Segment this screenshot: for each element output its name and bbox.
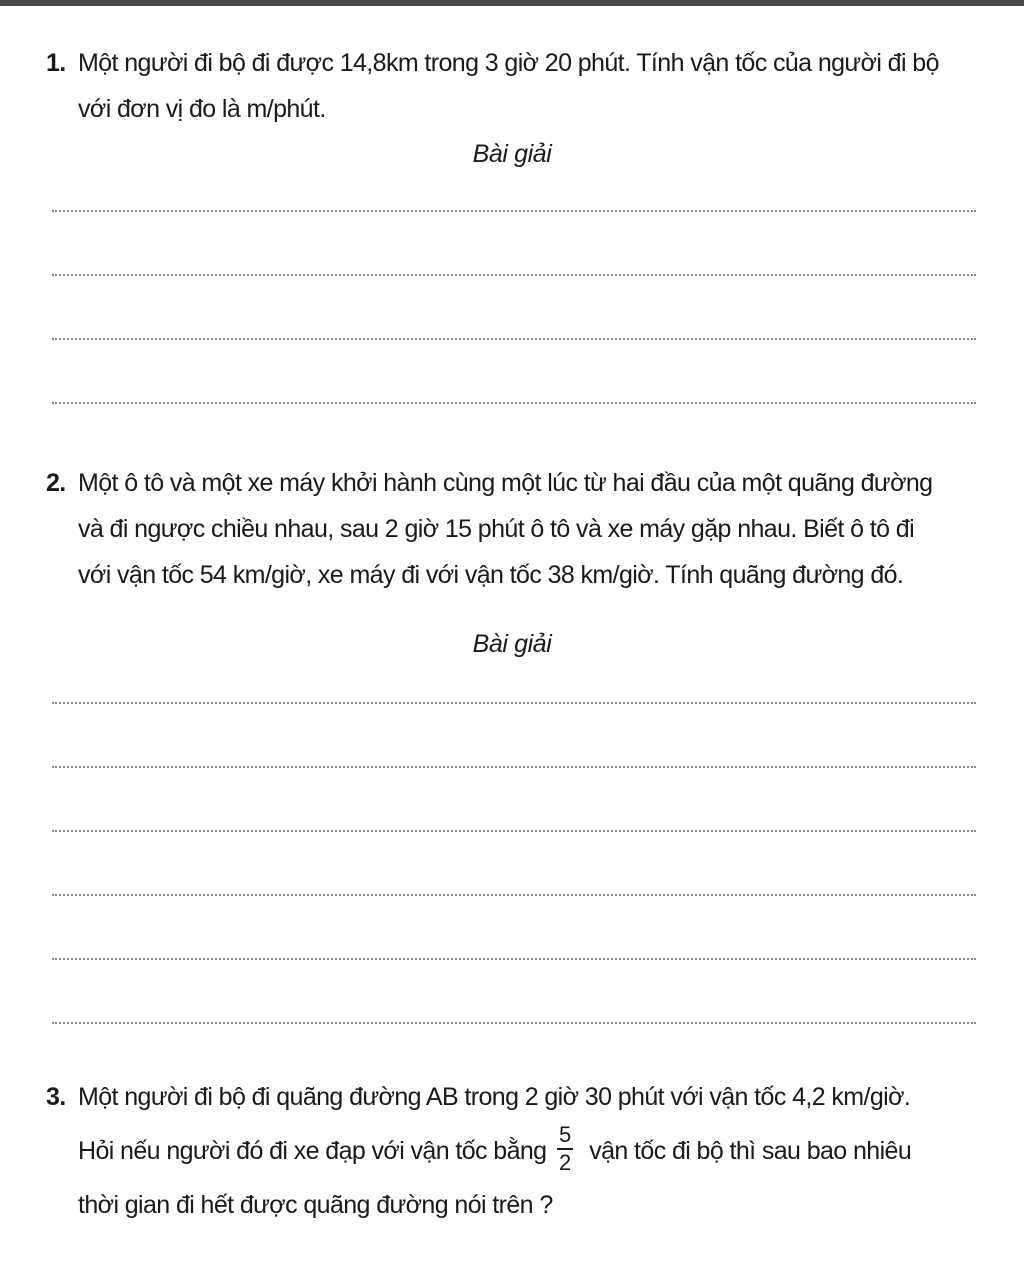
answer-line [52,830,976,832]
problem-text-line: với đơn vị đo là m/phút. [78,95,326,123]
problem-text-line: Một người đi bộ đi quãng đường AB trong 2 giờ 30 phút với vận tốc 4,2 km/giờ. [78,1083,911,1111]
fraction-denominator: 2 [559,1150,571,1176]
problem-number: 3. [46,1083,66,1111]
answer-line [52,958,976,960]
answer-line [52,1022,976,1024]
problem-text-segment: vận tốc đi bộ thì sau bao nhiêu [589,1137,912,1165]
problem-3 [46,1074,986,1228]
solution-label: Bài giải [472,140,552,168]
answer-line [52,402,976,404]
problem-text-line: Một người đi bộ đi được 14,8km trong 3 giờ 20 phút. Tính vận tốc của người đi bộ [78,49,939,77]
problem-text-line: Một ô tô và một xe máy khởi hành cùng một lúc từ hai đầu của một quãng đường [78,469,933,497]
problem-2 [46,460,986,598]
answer-line [52,338,976,340]
problem-number: 2. [46,469,66,497]
answer-line [52,894,976,896]
solution-label: Bài giải [472,630,552,658]
problem-text-segment: Hỏi nếu người đó đi xe đạp với vận tốc bằng [78,1137,547,1165]
answer-line [52,702,976,704]
answer-line [52,210,976,212]
problem-number: 1. [46,49,66,77]
problem-text-line: thời gian đi hết được quãng đường nói trên ? [78,1191,553,1219]
fraction [557,1124,573,1174]
problem-text-line: với vận tốc 54 km/giờ, xe máy đi với vận tốc 38 km/giờ. Tính quãng đường đó. [78,561,904,589]
problem-text-line: và đi ngược chiều nhau, sau 2 giờ 15 phút ô tô và xe máy gặp nhau. Biết ô tô đi [78,515,915,543]
fraction-numerator: 5 [559,1122,571,1148]
answer-line [52,766,976,768]
problem-text-line-with-fraction [46,1120,986,1182]
top-border [0,0,1024,6]
problem-1 [46,40,986,132]
answer-line [52,274,976,276]
